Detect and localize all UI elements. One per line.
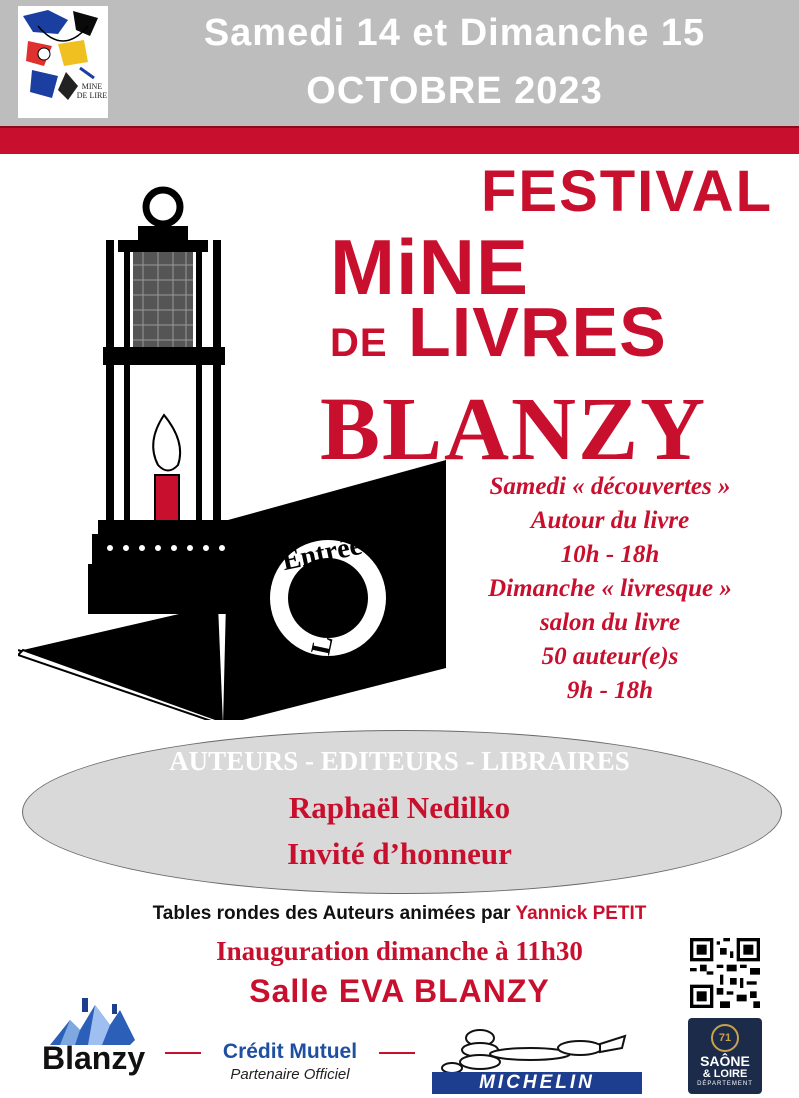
credit-mutuel-logo xyxy=(165,1040,415,1083)
cm-right-rule xyxy=(379,1052,415,1054)
saone-badge: 71 xyxy=(711,1024,739,1052)
schedule-line: Autour du livre xyxy=(530,507,690,534)
schedule-line: 9h - 18h xyxy=(566,677,654,704)
schedule-line: Dimanche « livresque » xyxy=(488,575,732,602)
city-title: BLANZY xyxy=(320,380,708,479)
schedule-line: 50 auteur(e)s xyxy=(541,643,679,670)
cm-left-rule xyxy=(165,1052,201,1054)
blanzy-partner-name: Blanzy xyxy=(42,1040,146,1076)
header-red-stripe xyxy=(0,128,799,154)
venue-line: Salle EVA BLANZY xyxy=(249,973,550,1009)
entree-label: Entrée xyxy=(279,529,365,578)
mine-title: MiNE xyxy=(330,223,529,311)
schedule-line: Samedi « découvertes » xyxy=(489,473,731,500)
date-line-2: OCTOBRE 2023 xyxy=(306,70,603,112)
schedule-line: salon du livre xyxy=(539,609,681,636)
saone-line-2: & LOIRE xyxy=(702,1068,748,1080)
schedule-block xyxy=(430,470,790,708)
livres-word: LIVRES xyxy=(408,293,667,371)
saone-line-1: SAÔNE xyxy=(700,1053,750,1069)
credit-mutuel-subtitle: Partenaire Officiel xyxy=(230,1066,350,1083)
guest-heading: AUTEURS - EDITEURS - LIBRAIRES xyxy=(169,746,630,776)
de-word: DE xyxy=(330,321,388,365)
saone-et-loire-logo-icon xyxy=(688,1018,762,1094)
schedule-line: 10h - 18h xyxy=(560,541,660,568)
round-tables-host: Yannick PETIT xyxy=(515,903,647,924)
guest-role: Invité d’honneur xyxy=(287,836,512,871)
date-line-1: Samedi 14 et Dimanche 15 xyxy=(203,12,706,54)
de-livres-title xyxy=(330,292,667,372)
michelin-logo-icon xyxy=(440,1028,630,1076)
mine-de-lire-logo-icon xyxy=(18,6,108,118)
festival-title: FESTIVAL xyxy=(480,159,773,224)
michelin-wordmark: MICHELIN xyxy=(432,1072,642,1094)
saone-line-3: DÉPARTEMENT xyxy=(697,1081,753,1087)
guest-name: Raphaël Nedilko xyxy=(288,790,511,825)
round-tables-line xyxy=(0,903,799,925)
credit-mutuel-name: Crédit Mutuel xyxy=(222,1040,358,1063)
mine-de-lire-logo xyxy=(18,6,108,118)
round-tables-prefix: Tables rondes des Auteurs animées par xyxy=(152,903,516,924)
inauguration-line: Inauguration dimanche à 11h30 xyxy=(216,936,583,966)
libre-label: Libre xyxy=(305,586,350,658)
qr-code-icon[interactable] xyxy=(690,938,760,1008)
logo-caption: MINE DE LIRE xyxy=(76,82,108,100)
